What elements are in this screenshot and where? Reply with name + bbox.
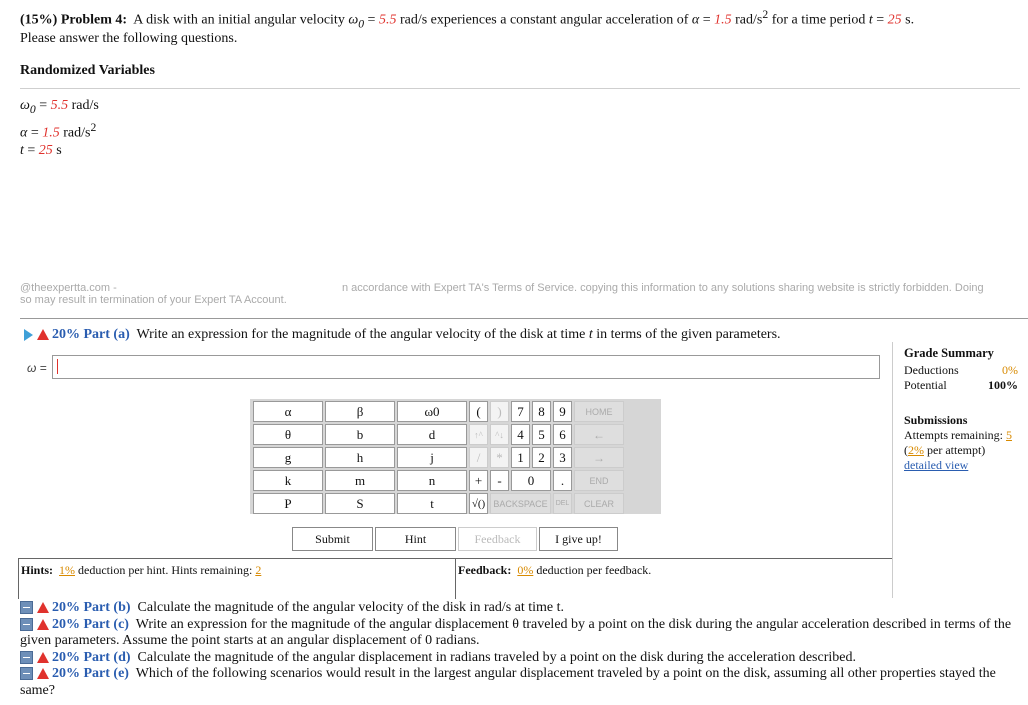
key-decimal[interactable]: . bbox=[553, 470, 572, 491]
equals: = bbox=[27, 125, 43, 141]
text-cursor bbox=[57, 359, 58, 374]
key-home[interactable]: HOME bbox=[574, 401, 624, 422]
hints-info bbox=[21, 563, 261, 578]
per-attempt: (2% per attempt) bbox=[904, 443, 986, 457]
var-t bbox=[20, 142, 99, 160]
equals: = bbox=[872, 12, 888, 28]
potential-row bbox=[904, 378, 1018, 393]
hints-pct: 1% bbox=[59, 563, 76, 577]
key-9[interactable]: 9 bbox=[553, 401, 572, 422]
key-2[interactable]: 2 bbox=[532, 447, 551, 468]
submit-button[interactable]: Submit bbox=[292, 527, 373, 551]
feedback-button[interactable]: Feedback bbox=[458, 527, 537, 551]
per-attempt-text: per attempt) bbox=[924, 443, 986, 457]
key-g[interactable]: g bbox=[253, 447, 323, 468]
problem-text: rad/s bbox=[731, 12, 763, 28]
answer-input[interactable] bbox=[52, 355, 880, 379]
problem-header: (15%) Problem 4: bbox=[20, 12, 128, 28]
t-symbol: t bbox=[868, 12, 873, 28]
part-a-header[interactable] bbox=[24, 327, 781, 343]
key-backspace[interactable]: BACKSPACE bbox=[490, 493, 551, 514]
key-power-down[interactable]: ^↓ bbox=[490, 424, 509, 445]
potential-value: 100% bbox=[988, 378, 1018, 392]
key-divide[interactable]: / bbox=[469, 447, 488, 468]
omega0-value: 5.5 bbox=[50, 98, 69, 113]
equals: = bbox=[699, 12, 715, 28]
deductions-row bbox=[904, 363, 1018, 378]
hints-remaining: 2 bbox=[255, 563, 262, 577]
key-6[interactable]: 6 bbox=[553, 424, 572, 445]
divider bbox=[455, 559, 456, 599]
alpha-symbol: α bbox=[691, 12, 700, 28]
key-d[interactable]: d bbox=[397, 424, 467, 445]
give-up-button[interactable]: I give up! bbox=[539, 527, 618, 551]
omega0-symbol: ω bbox=[20, 98, 30, 113]
part-c-text: Write an expression for the magnitude of the angular displacement θ traveled by a point on the disk during the angular acceleration described in terms of the given parameters. Assume the point starts at an angular displacement of 0 radians. bbox=[20, 616, 1012, 648]
key-open-paren[interactable]: ( bbox=[469, 401, 488, 422]
attempts-value: 5 bbox=[1005, 428, 1012, 442]
key-right-arrow[interactable]: → bbox=[574, 447, 624, 468]
alpha-value: 1.5 bbox=[42, 125, 60, 141]
attempts-label: Attempts remaining: bbox=[904, 428, 1006, 442]
key-0[interactable]: 0 bbox=[511, 470, 551, 491]
problem-text: s. bbox=[901, 12, 915, 28]
key-3[interactable]: 3 bbox=[553, 447, 572, 468]
problem-statement bbox=[20, 8, 1020, 47]
key-n[interactable]: n bbox=[397, 470, 467, 491]
omega0-symbol: ω bbox=[348, 12, 359, 28]
warning-icon bbox=[37, 652, 49, 663]
key-theta[interactable]: θ bbox=[253, 424, 323, 445]
feedback-text: deduction per feedback. bbox=[533, 563, 652, 577]
grade-summary bbox=[904, 346, 1018, 473]
key-multiply[interactable]: * bbox=[490, 447, 509, 468]
unit: rad/s bbox=[59, 125, 91, 141]
collapse-icon[interactable] bbox=[20, 618, 33, 631]
unit: rad/s bbox=[68, 98, 99, 113]
key-j[interactable]: j bbox=[397, 447, 467, 468]
detailed-view-link[interactable]: detailed view bbox=[904, 458, 969, 472]
superscript: 2 bbox=[90, 120, 97, 134]
omega0-subscript: 0 bbox=[358, 17, 365, 31]
equals: = bbox=[23, 143, 39, 159]
warning-icon bbox=[37, 668, 49, 679]
collapse-icon[interactable] bbox=[20, 667, 33, 680]
alpha-value: 1.5 bbox=[714, 12, 732, 28]
problem-text: A disk with an initial angular velocity bbox=[133, 12, 349, 28]
part-a-text: Write an expression for the magnitude of the angular velocity of the disk at time bbox=[136, 327, 589, 342]
t-symbol: t bbox=[20, 143, 24, 159]
hints-text: deduction per hint. Hints remaining: bbox=[75, 563, 256, 577]
key-beta[interactable]: β bbox=[325, 401, 395, 422]
omega0-value: 5.5 bbox=[378, 12, 397, 28]
equals: = bbox=[35, 98, 51, 113]
potential-label: Potential bbox=[904, 378, 947, 392]
unit: s bbox=[52, 143, 62, 159]
deductions-label: Deductions bbox=[904, 363, 959, 377]
collapse-icon[interactable] bbox=[20, 601, 33, 614]
key-sqrt[interactable]: √() bbox=[469, 493, 488, 514]
collapse-icon[interactable] bbox=[20, 651, 33, 664]
problem-text: for a time period bbox=[768, 12, 869, 28]
key-b[interactable]: b bbox=[325, 424, 395, 445]
feedback-info bbox=[458, 563, 651, 578]
randomized-variables-list bbox=[20, 97, 99, 160]
key-end[interactable]: END bbox=[574, 470, 624, 491]
key-omega0[interactable]: ω0 bbox=[397, 401, 467, 422]
part-b-text: Calculate the magnitude of the angular velocity of the disk in rad/s at time t. bbox=[137, 600, 565, 615]
deductions-value: 0% bbox=[1002, 363, 1018, 377]
key-4[interactable]: 4 bbox=[511, 424, 530, 445]
watermark-line: @theexpertta.com - bbox=[20, 282, 117, 294]
part-b-header[interactable] bbox=[20, 600, 1020, 617]
key-7[interactable]: 7 bbox=[511, 401, 530, 422]
warning-icon bbox=[37, 329, 49, 340]
hints-feedback-bar bbox=[18, 558, 892, 599]
divider bbox=[18, 559, 19, 599]
part-d-label: 20% Part (d) bbox=[52, 649, 131, 665]
key-1[interactable]: 1 bbox=[511, 447, 530, 468]
feedback-pct: 0% bbox=[517, 563, 534, 577]
key-h[interactable]: h bbox=[325, 447, 395, 468]
divider bbox=[20, 318, 1028, 319]
problem-instruction: Please answer the following questions. bbox=[20, 31, 238, 47]
hints-label: Hints: bbox=[21, 563, 54, 577]
warning-icon bbox=[37, 602, 49, 613]
key-k[interactable]: k bbox=[253, 470, 323, 491]
answer-label: ω = bbox=[27, 361, 47, 375]
alpha-symbol: α bbox=[20, 125, 28, 141]
key-minus[interactable]: - bbox=[490, 470, 509, 491]
key-5[interactable]: 5 bbox=[532, 424, 551, 445]
part-c-label: 20% Part (c) bbox=[52, 616, 129, 632]
key-close-paren[interactable]: ) bbox=[490, 401, 509, 422]
var-omega0 bbox=[20, 97, 99, 119]
watermark-right: n accordance with Expert TA's Terms of Service. copying this information to any solutions sharing website is strictly forbidden. Doing bbox=[342, 282, 984, 294]
part-a-label: 20% Part (a) bbox=[52, 327, 130, 342]
part-e-text: Which of the following scenarios would result in the largest angular displacement traveled by a point on the disk, assuming all other properties stayed the same? bbox=[20, 666, 996, 698]
submissions-title: Submissions bbox=[904, 413, 968, 427]
warning-icon bbox=[37, 619, 49, 630]
watermark-left bbox=[20, 282, 287, 306]
key-p[interactable]: P bbox=[253, 493, 323, 514]
t-value: 25 bbox=[38, 143, 53, 159]
key-alpha[interactable]: α bbox=[253, 401, 323, 422]
omega0-subscript: 0 bbox=[29, 102, 36, 116]
hint-button[interactable]: Hint bbox=[375, 527, 456, 551]
part-e-label: 20% Part (e) bbox=[52, 666, 129, 681]
part-e-header[interactable] bbox=[20, 666, 1020, 699]
problem-text: rad/s experiences a constant angular acceleration of bbox=[396, 12, 692, 28]
key-8[interactable]: 8 bbox=[532, 401, 551, 422]
equals: = bbox=[364, 12, 379, 28]
part-a-text: in terms of the given parameters. bbox=[592, 327, 781, 342]
part-c-header[interactable] bbox=[20, 617, 1020, 650]
keypad bbox=[251, 399, 626, 516]
grade-summary-title: Grade Summary bbox=[904, 346, 994, 360]
per-attempt-pct: 2% bbox=[908, 443, 924, 457]
var-alpha bbox=[20, 119, 99, 143]
sidebar-divider bbox=[892, 342, 893, 598]
key-t[interactable]: t bbox=[397, 493, 467, 514]
watermark-line: so may result in termination of your Expert TA Account. bbox=[20, 294, 287, 306]
key-s[interactable]: S bbox=[325, 493, 395, 514]
part-d-header[interactable] bbox=[20, 650, 1020, 667]
divider bbox=[20, 88, 1020, 89]
part-b-label: 20% Part (b) bbox=[52, 600, 131, 615]
key-clear[interactable]: CLEAR bbox=[574, 493, 624, 514]
feedback-label: Feedback: bbox=[458, 563, 512, 577]
other-parts bbox=[20, 600, 1020, 699]
randomized-variables-title: Randomized Variables bbox=[20, 63, 155, 78]
part-d-text: Calculate the magnitude of the angular displacement in radians traveled by a point on the disk during the acceleration described. bbox=[137, 649, 856, 665]
key-m[interactable]: m bbox=[325, 470, 395, 491]
expand-arrow-icon[interactable] bbox=[24, 329, 33, 341]
superscript: 2 bbox=[762, 8, 769, 21]
key-power-up[interactable]: ↑^ bbox=[469, 424, 488, 445]
attempts-row bbox=[904, 428, 1018, 443]
key-plus[interactable]: + bbox=[469, 470, 488, 491]
t-symbol: t bbox=[588, 327, 593, 342]
key-left-arrow[interactable]: ← bbox=[574, 424, 624, 445]
t-value: 25 bbox=[887, 12, 902, 28]
key-del[interactable]: DEL bbox=[553, 493, 572, 514]
